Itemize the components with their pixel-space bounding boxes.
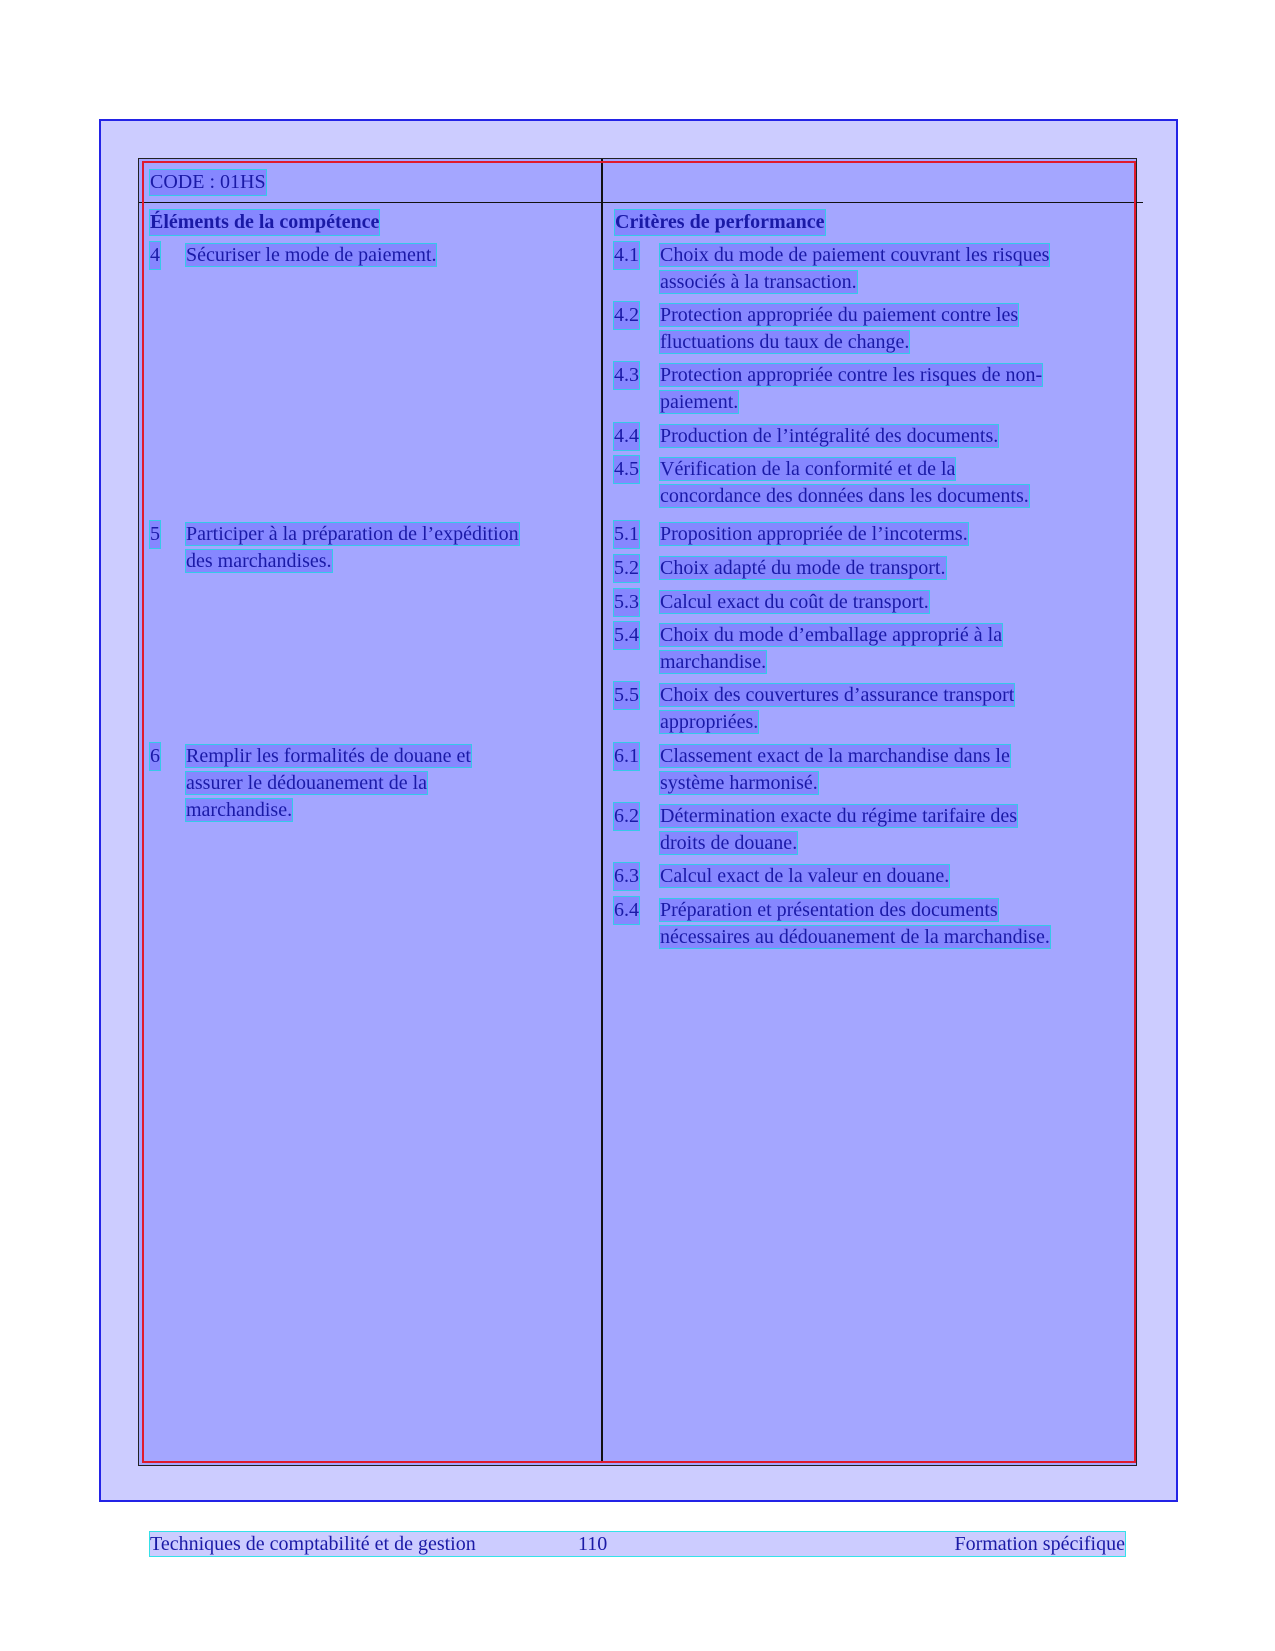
footer-left: Techniques de comptabilité et de gestion bbox=[150, 1533, 476, 1555]
elements-header: Éléments de la compétence bbox=[150, 211, 380, 233]
criterion-number: 4.3 bbox=[614, 362, 639, 389]
criterion-text-line: Détermination exacte du régime tarifaire des bbox=[660, 805, 1018, 827]
criteria-header: Critères de performance bbox=[615, 211, 825, 233]
element-text-line: marchandise. bbox=[186, 799, 293, 821]
element-text-line: Sécuriser le mode de paiement. bbox=[186, 244, 437, 266]
criterion-text-line: marchandise. bbox=[660, 651, 767, 673]
criterion-number: 4.1 bbox=[614, 242, 639, 269]
header-divider bbox=[139, 202, 1143, 203]
page-number: 110 bbox=[578, 1533, 608, 1555]
criterion-text-line: Choix adapté du mode de transport. bbox=[660, 557, 946, 579]
element-text-line: assurer le dédouanement de la bbox=[186, 772, 428, 794]
criterion-number: 5.2 bbox=[614, 555, 639, 582]
criterion-text-line: Choix du mode de paiement couvrant les risques bbox=[660, 244, 1050, 266]
criterion-number: 6.3 bbox=[614, 863, 639, 890]
element-text-line: Remplir les formalités de douane et bbox=[186, 745, 471, 767]
criterion-text-line: Proposition appropriée de l’incoterms. bbox=[660, 523, 968, 545]
code-label: CODE : 01HS bbox=[150, 171, 266, 193]
criterion-number: 4.4 bbox=[614, 423, 639, 450]
criterion-text-line: Classement exact de la marchandise dans le bbox=[660, 745, 1010, 767]
element-number: 6 bbox=[150, 743, 160, 770]
criterion-number: 6.2 bbox=[614, 803, 639, 830]
criterion-text-line: Vérification de la conformité et de la bbox=[660, 458, 956, 480]
criterion-text-line: Choix du mode d’emballage approprié à la bbox=[660, 624, 1003, 646]
criterion-text-line: système harmonisé. bbox=[660, 772, 818, 794]
element-number: 5 bbox=[150, 521, 160, 548]
criterion-text-line: Choix des couvertures d’assurance transport bbox=[660, 684, 1015, 706]
criterion-text-line: Préparation et présentation des documents bbox=[660, 899, 998, 921]
criterion-text-line: paiement. bbox=[660, 391, 739, 413]
criterion-number: 5.4 bbox=[614, 622, 639, 649]
criterion-text-line: Calcul exact de la valeur en douane. bbox=[660, 865, 950, 887]
criterion-number: 5.5 bbox=[614, 682, 639, 709]
criterion-text-line: droits de douane. bbox=[660, 832, 798, 854]
criterion-text-line: Protection appropriée du paiement contre les bbox=[660, 304, 1019, 326]
criterion-number: 6.4 bbox=[614, 897, 639, 924]
criterion-text-line: concordance des données dans les documents. bbox=[660, 485, 1029, 507]
criterion-number: 6.1 bbox=[614, 743, 639, 770]
criterion-text-line: Protection appropriée contre les risques de non- bbox=[660, 364, 1043, 386]
criterion-number: 4.2 bbox=[614, 302, 639, 329]
element-number: 4 bbox=[150, 242, 160, 269]
criterion-text-line: nécessaires au dédouanement de la marchandise. bbox=[660, 926, 1050, 948]
page-footer bbox=[150, 1532, 1125, 1556]
criterion-number: 5.1 bbox=[614, 521, 639, 548]
footer-right: Formation spécifique bbox=[954, 1533, 1125, 1555]
criterion-text-line: Production de l’intégralité des documents. bbox=[660, 425, 999, 447]
criterion-text-line: associés à la transaction. bbox=[660, 271, 857, 293]
element-text-line: des marchandises. bbox=[186, 550, 332, 572]
element-text-line: Participer à la préparation de l’expédition bbox=[186, 523, 519, 545]
criterion-number: 5.3 bbox=[614, 589, 639, 616]
criterion-text-line: appropriées. bbox=[660, 711, 759, 733]
criterion-number: 4.5 bbox=[614, 456, 639, 483]
criterion-text-line: Calcul exact du coût de transport. bbox=[660, 591, 929, 613]
criterion-text-line: fluctuations du taux de change. bbox=[660, 331, 910, 353]
column-divider bbox=[601, 159, 603, 1461]
